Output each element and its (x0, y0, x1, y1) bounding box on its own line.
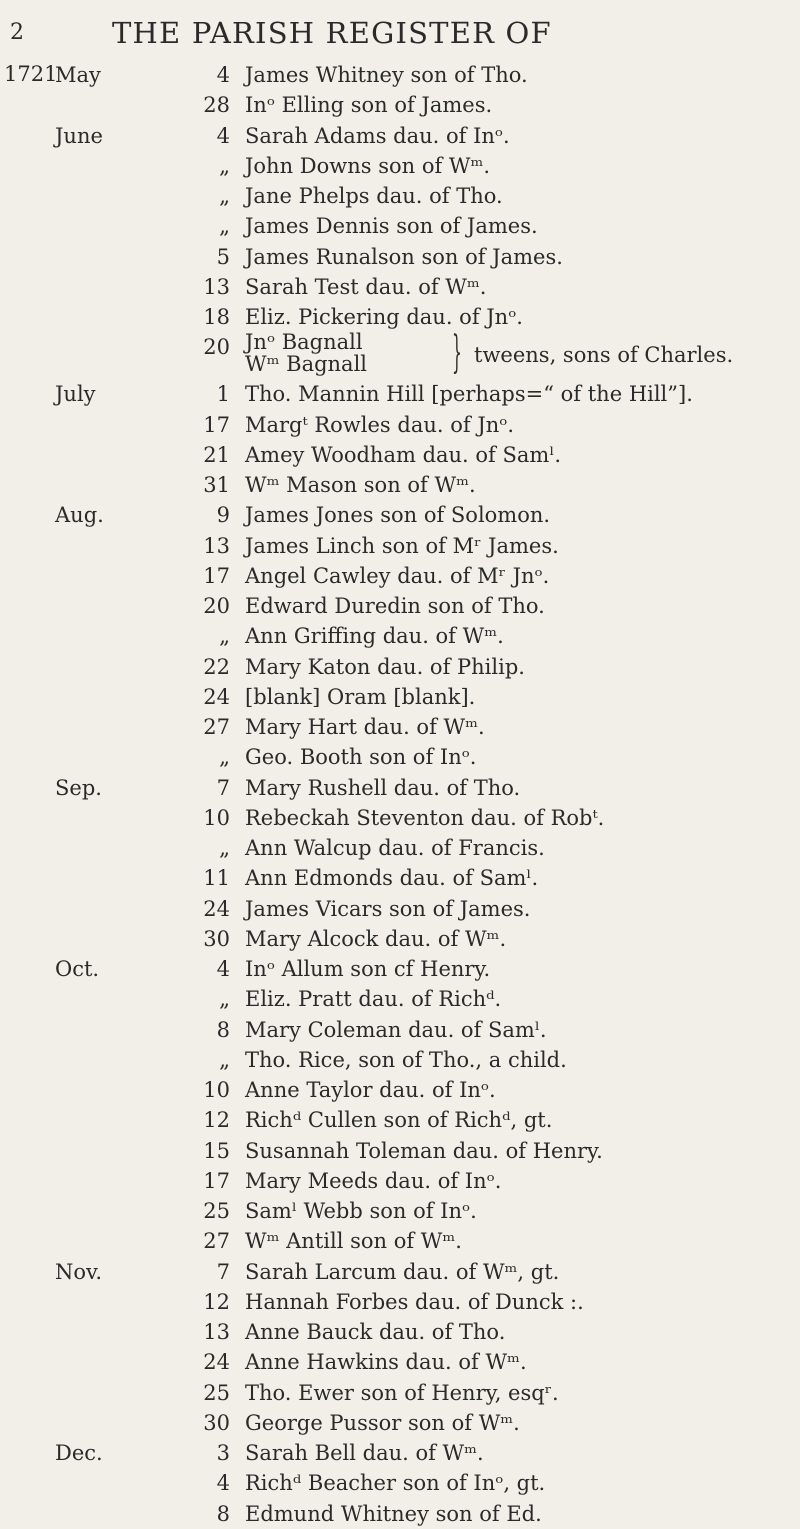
entry-day: 20 (203, 335, 230, 360)
twin-first-name: Jnᵒ Bagnall (245, 330, 363, 355)
entry-day: 8 (216, 1501, 230, 1526)
entry-day: 4 (216, 1471, 230, 1496)
entry-name: Susannah Toleman dau. of Henry. (245, 1138, 603, 1163)
twin-entry (0, 327, 800, 379)
entry-name: Eliz. Pickering dau. of Jnᵒ. (245, 305, 523, 329)
entry-name: Inᵒ Allum son cf Henry. (245, 957, 491, 981)
entry-day: 28 (203, 93, 230, 118)
register-entry (0, 272, 800, 302)
entry-day: 1 (216, 382, 230, 407)
entry-name: James Dennis son of James. (245, 214, 538, 239)
register-entry (0, 591, 800, 621)
entry-name: Eliz. Pratt dau. of Richᵈ. (245, 987, 502, 1012)
register-entry (0, 924, 800, 954)
register-entry (0, 440, 800, 470)
entry-day: 30 (203, 1410, 230, 1435)
entry-day: 17 (203, 412, 230, 437)
entry-day: 10 (203, 1078, 230, 1102)
entry-day: 7 (216, 775, 230, 800)
entry-name: Anne Taylor dau. of Inᵒ. (245, 1078, 496, 1102)
entries-before-twins (0, 60, 800, 332)
register-entry (0, 470, 800, 500)
entry-day: 8 (216, 1017, 230, 1042)
entry-name: Tho. Ewer son of Henry, esqʳ. (245, 1380, 559, 1405)
page-number: 2 (10, 20, 24, 45)
entry-day: 31 (203, 473, 230, 497)
entry-month: Oct. (55, 957, 100, 981)
register-entry (0, 712, 800, 742)
register-entry (0, 1287, 800, 1317)
register-entry (0, 1468, 800, 1498)
entry-day: „ (219, 836, 230, 860)
entry-day: 7 (216, 1259, 230, 1284)
register-entry (0, 1196, 800, 1226)
entry-name: Geo. Booth son of Inᵒ. (245, 745, 477, 770)
register-entry (0, 90, 800, 120)
twin-second-name: Wᵐ Bagnall (245, 352, 368, 377)
page-title: THE PARISH REGISTER OF (112, 16, 552, 50)
register-entry (0, 1347, 800, 1377)
entry-month: May (55, 63, 101, 87)
entry-day: 5 (216, 244, 230, 269)
register-entry (0, 211, 800, 241)
entry-day: „ (219, 624, 230, 649)
register-entry (0, 652, 800, 682)
entry-month: Sep. (55, 775, 102, 800)
entry-day: „ (219, 214, 230, 239)
register-entry (0, 500, 800, 530)
entry-day: 27 (203, 715, 230, 739)
entry-name: Jane Phelps dau. of Tho. (245, 184, 503, 208)
register-entry (0, 682, 800, 712)
entry-name: Tho. Mannin Hill [perhaps=“ of the Hill”]. (245, 382, 693, 407)
register-entry (0, 561, 800, 591)
entry-day: 12 (203, 1289, 230, 1314)
entry-day: 24 (203, 896, 230, 921)
register-entry (0, 894, 800, 924)
entry-day: 20 (203, 594, 230, 618)
entry-name: Mary Katon dau. of Philip. (245, 654, 525, 679)
entry-month: Nov. (55, 1259, 103, 1284)
register-entry (0, 379, 800, 409)
entry-day: 13 (203, 533, 230, 558)
entry-month: June (55, 123, 103, 148)
entry-name: Mary Alcock dau. of Wᵐ. (245, 926, 507, 951)
entry-day: 3 (216, 1441, 230, 1465)
register-entry (0, 302, 800, 332)
entry-name: Wᵐ Mason son of Wᵐ. (245, 473, 476, 497)
entry-day: 24 (203, 684, 230, 709)
twin-note: tweens, sons of Charles. (474, 343, 734, 368)
entry-day: 25 (203, 1380, 230, 1405)
brace-symbol: } (452, 327, 462, 379)
register-entry (0, 1438, 800, 1468)
entry-day: 15 (203, 1138, 230, 1163)
entry-name: Mary Hart dau. of Wᵐ. (245, 715, 485, 739)
entry-day: 30 (203, 926, 230, 951)
register-entry (0, 1317, 800, 1347)
register-entry (0, 1499, 800, 1529)
entry-name: James Runalson son of James. (245, 244, 563, 269)
entry-day: 12 (203, 1108, 230, 1133)
entry-name: Mary Meeds dau. of Inᵒ. (245, 1168, 502, 1193)
entry-day: 18 (203, 305, 230, 329)
entry-name: Edmund Whitney son of Ed. (245, 1501, 542, 1526)
entry-name: Inᵒ Elling son of James. (245, 93, 493, 118)
entry-name: Anne Bauck dau. of Tho. (245, 1320, 506, 1344)
year-label: 1721 (4, 62, 58, 86)
entry-name: James Linch son of Mʳ James. (245, 533, 559, 558)
register-entry (0, 1226, 800, 1256)
register-entry (0, 181, 800, 211)
register-entry (0, 1408, 800, 1438)
register-entry (0, 742, 800, 772)
entry-name: James Whitney son of Tho. (245, 63, 528, 87)
register-entry (0, 242, 800, 272)
register-entry (0, 121, 800, 151)
entry-name: Margᵗ Rowles dau. of Jnᵒ. (245, 412, 515, 437)
register-entry (0, 833, 800, 863)
entry-name: Wᵐ Antill son of Wᵐ. (245, 1229, 462, 1254)
entry-day: 4 (216, 123, 230, 148)
entry-name: Mary Coleman dau. of Samˡ. (245, 1017, 547, 1042)
register-entry (0, 984, 800, 1014)
register-entry (0, 773, 800, 803)
entry-day: 13 (203, 1320, 230, 1344)
entry-day: 17 (203, 1168, 230, 1193)
entry-name: John Downs son of Wᵐ. (245, 153, 491, 178)
entry-name: Ann Griffing dau. of Wᵐ. (245, 624, 504, 649)
register-entry (0, 531, 800, 561)
entry-day: 4 (216, 957, 230, 981)
entry-month: Aug. (55, 503, 104, 528)
entries-after-twins (0, 379, 800, 1529)
entry-name: Mary Rushell dau. of Tho. (245, 775, 521, 800)
entry-name: Samˡ Webb son of Inᵒ. (245, 1199, 477, 1223)
entry-name: Richᵈ Beacher son of Inᵒ, gt. (245, 1471, 546, 1496)
entry-day: „ (219, 1047, 230, 1072)
entry-name: Ann Walcup dau. of Francis. (245, 836, 545, 860)
register-entry (0, 803, 800, 833)
entry-day: 22 (203, 654, 230, 679)
register-entry (0, 1257, 800, 1287)
entry-day: „ (219, 184, 230, 208)
register-entry (0, 1105, 800, 1135)
entry-name: Sarah Larcum dau. of Wᵐ, gt. (245, 1259, 560, 1284)
entry-name: George Pussor son of Wᵐ. (245, 1410, 520, 1435)
entry-day: 24 (203, 1350, 230, 1375)
register-entry (0, 1166, 800, 1196)
entry-name: Sarah Test dau. of Wᵐ. (245, 274, 487, 299)
register-entry (0, 410, 800, 440)
entry-day: 17 (203, 563, 230, 588)
entry-name: Amey Woodham dau. of Samˡ. (245, 442, 562, 467)
entry-day: „ (219, 745, 230, 770)
entry-day: 4 (216, 63, 230, 87)
register-entry (0, 1045, 800, 1075)
entry-name: Ann Edmonds dau. of Samˡ. (245, 866, 539, 891)
entry-name: James Jones son of Solomon. (245, 503, 551, 528)
entry-day: 27 (203, 1229, 230, 1254)
entry-name: Rebeckah Steventon dau. of Robᵗ. (245, 805, 605, 830)
entry-name: James Vicars son of James. (245, 896, 531, 921)
register-entry (0, 621, 800, 651)
entry-name: [blank] Oram [blank]. (245, 684, 476, 709)
register-entry (0, 1075, 800, 1105)
register-entry (0, 863, 800, 893)
entry-day: „ (219, 987, 230, 1012)
entry-name: Richᵈ Cullen son of Richᵈ, gt. (245, 1108, 553, 1133)
entry-day: 9 (216, 503, 230, 528)
entry-name: Hannah Forbes dau. of Dunck :. (245, 1289, 584, 1314)
register-entry (0, 151, 800, 181)
entry-day: 25 (203, 1199, 230, 1223)
entry-day: 10 (203, 805, 230, 830)
entry-name: Sarah Bell dau. of Wᵐ. (245, 1441, 484, 1465)
entry-day: 11 (203, 866, 230, 891)
entry-month: Dec. (55, 1441, 103, 1465)
register-entry (0, 954, 800, 984)
register-entry (0, 1136, 800, 1166)
entry-day: 21 (203, 442, 230, 467)
entry-name: Edward Duredin son of Tho. (245, 594, 545, 618)
register-entries (0, 60, 800, 1529)
entry-name: Anne Hawkins dau. of Wᵐ. (245, 1350, 527, 1375)
entry-name: Angel Cawley dau. of Mʳ Jnᵒ. (245, 563, 550, 588)
entry-day: 13 (203, 274, 230, 299)
register-entry (0, 1015, 800, 1045)
entry-day: „ (219, 153, 230, 178)
entry-month: July (55, 382, 96, 407)
register-entry (0, 60, 800, 90)
entry-name: Sarah Adams dau. of Inᵒ. (245, 123, 510, 148)
entry-name: Tho. Rice, son of Tho., a child. (245, 1047, 567, 1072)
register-entry (0, 1378, 800, 1408)
